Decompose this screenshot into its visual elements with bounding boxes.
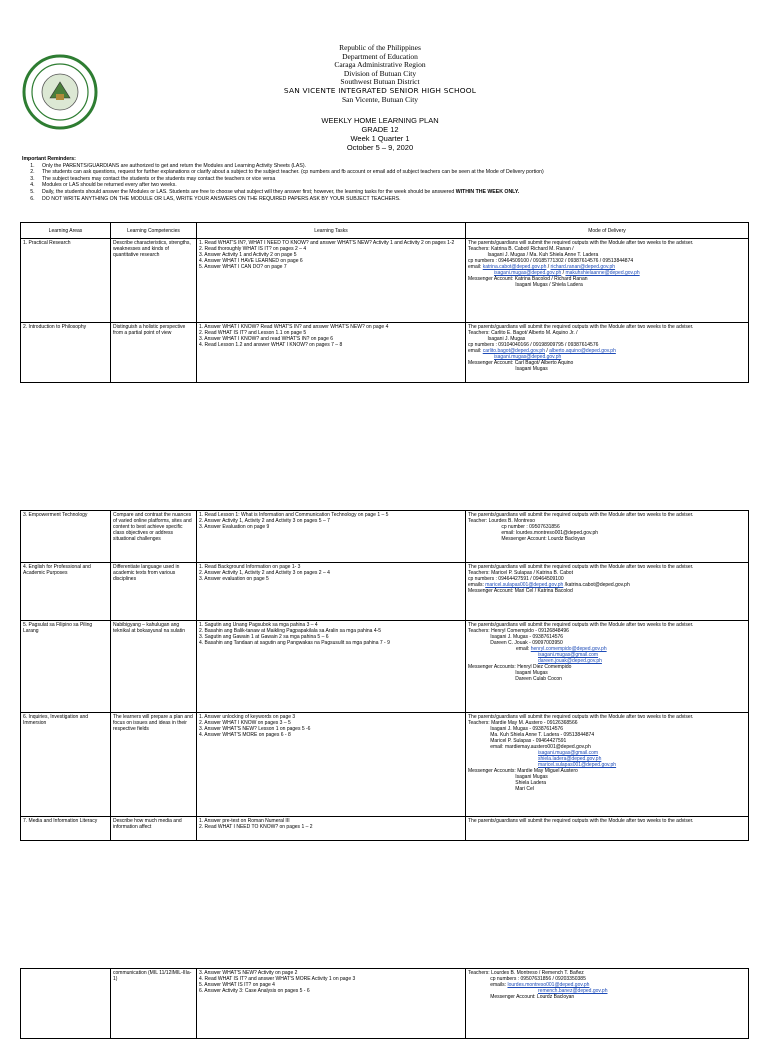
- mode-line: Teachers: Henryl Comempido - 09126848496: [468, 628, 569, 634]
- task-item: 3. Answer WHAT'S NEW? Activity on page 2: [199, 970, 298, 976]
- mode-of-delivery: [466, 239, 749, 323]
- reminder-item: 6. DO NOT WRITE ANYTHING ON THE MODULE OR LAS, WRITE YOUR ANSWERS ON THE REQUIRED PAPERS ASK BY YOUR SUBJECT TEACHERS.: [36, 196, 757, 203]
- header-address: San Vicente, Butuan City: [341, 94, 419, 104]
- email-link[interactable]: remench.banez@deped.gov.ph: [538, 988, 608, 994]
- messenger-line: Isagani Mugas: [468, 366, 548, 372]
- task-item: 2. Answer Activity 1, Activity 2 and Activity 3 on pages 5 – 7: [199, 518, 330, 524]
- messenger-line: Messenger Accounts: Mardie May Miguel Austero: [468, 768, 578, 774]
- mode-line: Dareen C. Jouak - 09097003950: [468, 640, 563, 646]
- reminder-item: 4. Modules or LAS should be returned every after two weeks.: [36, 182, 757, 189]
- task-item: 6. Answer Activity 3: Case Analysis on pages 5 - 6: [199, 988, 310, 994]
- email-link[interactable]: dareen.jouak@deped.gov.ph: [538, 658, 602, 664]
- mode-line: Teachers: Carlito E. Bagot/ Alberto M. Aquino Jr. /: [468, 330, 578, 336]
- email-link[interactable]: isagani.mugas@deped.gov.ph: [494, 270, 562, 276]
- email-link[interactable]: isagani.mugas@deped.gov.ph: [494, 354, 562, 360]
- email-line: isagani.mugas@deped.gov.ph / makuhshielaanne@deped.gov.ph: [494, 270, 640, 276]
- task-item: 3. Answer Evaluation on page 9: [199, 524, 270, 530]
- email-line: email: katrina.cabot@deped.gov.ph / richard.ranan@deped.gov.ph: [468, 264, 616, 270]
- task-item: 2. Read WHAT IS IT? and Lesson 1.1 on page 5: [199, 330, 307, 336]
- mode-of-delivery: [466, 817, 749, 841]
- mode-line: The parents/guardians will submit the required outputs with the Module after two weeks to the adviser.: [468, 714, 694, 720]
- messenger-line: Messenger Account: Katrina Bacolod / Richard Ranan: [468, 276, 588, 282]
- mode-line: Teacher: Lourdes B. Montreso: [468, 518, 535, 524]
- mode-line: Ma. Kuh Shiela Anne T. Ladera - 09513844874: [468, 732, 595, 738]
- task-item: 2. Read WHAT I NEED TO KNOW? on pages 1 – 2: [199, 824, 313, 830]
- learning-competency: Nabibigyang – kahulugan ang teknikal at bokasyunal na sulatin: [111, 621, 197, 713]
- email-link[interactable]: shiela.ladera@deped.gov.ph: [538, 756, 602, 762]
- task-item: 5. Answer WHAT IS IT? on page 4: [199, 982, 275, 988]
- mode-line: The parents/guardians will submit the required outputs with the Module after two weeks to the adviser.: [468, 240, 694, 246]
- email-label: email:: [468, 348, 482, 354]
- mode-line: The parents/guardians will submit the required outputs with the Module after two weeks to the adviser.: [468, 324, 694, 330]
- mode-line: cp numbers : 09464509100 / 09185771302 / 09387614576 / 09513844874: [468, 258, 634, 264]
- messenger-line: Dareen Culab Cocon: [468, 676, 562, 682]
- learning-tasks: [197, 817, 466, 841]
- table-row: [21, 713, 749, 817]
- mode-of-delivery: [466, 969, 749, 1039]
- task-item: 2. Answer WHAT I KNOW on pages 3 – 5: [199, 720, 291, 726]
- col-header-mode: Mode of Delivery: [466, 223, 749, 239]
- mode-line: Teachers: Mardie May M. Austero - 09126368566: [468, 720, 578, 726]
- mode-line: Teachers: Lourdes B. Montreso / Remench T. Bañez: [468, 970, 584, 976]
- plan-title: WEEKLY HOME LEARNING PLAN: [321, 116, 439, 125]
- email-link[interactable]: alberto.aquino@deped.gov.ph: [549, 348, 616, 354]
- table-row: [21, 239, 749, 323]
- task-item: 2. Basahin ang Balik-tanaw at Maikling Pagpapakilala sa Aralin sa mga pahina 4-5: [199, 628, 382, 634]
- email-label: email:: [468, 264, 482, 270]
- messenger-line: Messenger Account: Carl Bagot/ Alberto Aquino: [468, 360, 574, 366]
- task-item: 5. Answer WHAT I CAN DO? on page 7: [199, 264, 287, 270]
- table-row: [21, 511, 749, 563]
- header-school-name: SAN VICENTE INTEGRATED SENIOR HIGH SCHOOL: [283, 85, 477, 95]
- email-label: emails:: [468, 982, 507, 988]
- learning-area: 3. Empowerment Technology: [21, 511, 111, 563]
- messenger-line: Shiela Ladera: [468, 780, 547, 786]
- learning-competency: The learners will prepare a plan and focus on issues and ideas in their respective fields: [111, 713, 197, 817]
- messenger-line: Messenger Account: Lourdz Bacloyan: [468, 994, 575, 1000]
- task-item: 4. Basahin ang Tandaan at sagutin ang Pangwakas na Pagsusulit sa mga pahina 7 - 9: [199, 640, 390, 646]
- reminder-text: Daily, the students should answer the Modules or LAS. Students are free to choose what subject will they answer first; however, the learning tasks for the week should be answered: [42, 188, 455, 195]
- email-link[interactable]: carlito.bagot@deped.gov.ph: [482, 348, 545, 354]
- task-item: 3. Sagutin ang Gawain 1 at Gawain 2 sa mga pahina 5 – 6: [199, 634, 329, 640]
- mode-line: Messenger Account: Lourdz Bacloyan: [468, 536, 586, 542]
- mode-line: Isagani J. Mugas - 09387614576: [468, 634, 564, 640]
- learning-competency: Differentiate language used in academic texts from various disciplines: [111, 563, 197, 621]
- week-quarter: Week 1 Quarter 1: [350, 134, 410, 143]
- mode-of-delivery: [466, 323, 749, 383]
- header-department: Department of Education: [342, 51, 418, 61]
- mode-line: The parents/guardians will submit the required outputs with the Module after two weeks to the adviser.: [468, 818, 694, 824]
- task-item: 3. Answer evaluation on page 5: [199, 576, 269, 582]
- plan-title-block: [210, 116, 550, 152]
- task-item: 4. Answer WHAT I HAVE LEARNED on page 6: [199, 258, 303, 264]
- learning-competency: communication (MIL 11/12IMIL-IIIa-1): [111, 969, 197, 1039]
- messenger-line: Isagani Mugas: [468, 774, 548, 780]
- mode-line: email: mardiemay.austero001@deped.gov.ph: [468, 744, 591, 750]
- letterhead: [180, 44, 580, 104]
- task-item: 4. Read Lesson 1.2 and answer WHAT I KNOW? on pages 7 – 8: [199, 342, 343, 348]
- learning-plan-table-page1: [20, 222, 749, 383]
- learning-plan-table-page3: [20, 968, 749, 1039]
- task-item: 1. Answer WHAT I KNOW? Read WHAT'S IN? and answer WHAT'S NEW? on page 4: [199, 324, 389, 330]
- table-row: [21, 621, 749, 713]
- task-item: 1. Sagutin ang Unang Pagsubok sa mga pahina 3 – 4: [199, 622, 318, 628]
- mode-line: Teachers: Maricel P. Sulapas / Katrina B. Cabot: [468, 570, 573, 576]
- learning-tasks: [197, 713, 466, 817]
- task-item: 1. Answer unlocking of keywords on page 3: [199, 714, 296, 720]
- task-item: 2. Answer Activity 1, Activity 2 and Activity 3 on pages 2 – 4: [199, 570, 330, 576]
- task-item: 1. Read Background Information on page 1- 3: [199, 564, 301, 570]
- reminders-label: Important Reminders:: [22, 156, 76, 162]
- learning-tasks: [197, 511, 466, 563]
- learning-area: [21, 969, 111, 1039]
- header-division: Division of Butuan City: [343, 68, 417, 78]
- mode-line: The parents/guardians will submit the required outputs with the Module after two weeks to the adviser.: [468, 512, 694, 518]
- mode-of-delivery: [466, 621, 749, 713]
- table-row: [21, 969, 749, 1039]
- learning-tasks: [197, 969, 466, 1039]
- email-link[interactable]: richard.ranan@deped.gov.ph: [550, 264, 616, 270]
- task-item: 3. Answer WHAT I KNOW? and read WHAT'S IN? on page 6: [199, 336, 334, 342]
- mode-line: Isagani J. Mugas - 09387614576: [468, 726, 564, 732]
- email-link[interactable]: katrina.cabot@deped.gov.ph: [482, 264, 547, 270]
- task-item: 1. Read WHAT'S IN?, WHAT I NEED TO KNOW? and answer WHAT'S NEW? Activity 1 and Activity 2 on pages 1-2: [199, 240, 455, 246]
- learning-area: 2. Introduction to Philosophy: [21, 323, 111, 383]
- mode-line: Isagani J. Mugas: [468, 336, 526, 342]
- email-line: emails: maricel.sulapas001@deped.gov.ph /katrina.cabot@deped.gov.ph: [468, 582, 630, 588]
- email-label: email:: [516, 646, 530, 652]
- col-header-areas: Learning Areas: [21, 223, 111, 239]
- task-item: 3. Answer Activity 1 and Activity 2 on page 5: [199, 252, 297, 258]
- learning-tasks: [197, 563, 466, 621]
- email-text[interactable]: katrina.cabot@deped.gov.ph: [566, 582, 630, 588]
- learning-competency: Distinguish a holistic perspective from a partial point of view: [111, 323, 197, 383]
- header-region: Caraga Administrative Region: [334, 60, 426, 70]
- mode-line: Isagani J. Mugas / Ma. Kuh Shiela Anne T. Ladera: [468, 252, 599, 258]
- task-item: 1. Read Lesson 1: What is Information and Communication Technology on page 1 – 5: [199, 512, 389, 518]
- task-item: 4. Answer WHAT'S MORE on pages 6 - 8: [199, 732, 291, 738]
- email-line: email: carlito.bagot@deped.gov.ph / alberto.aquino@deped.gov.ph: [468, 348, 616, 354]
- learning-area: 4. English for Professional and Academic Purposes: [21, 563, 111, 621]
- learning-area: 1. Practical Research: [21, 239, 111, 323]
- school-seal-logo: [20, 52, 100, 132]
- email-link[interactable]: makuhshielaanne@deped.gov.ph: [565, 270, 640, 276]
- learning-tasks: [197, 323, 466, 383]
- important-reminders: [22, 156, 757, 202]
- task-item: 1. Answer pre-test on Roman Numeral III: [199, 818, 290, 824]
- mode-line: Maricel P. Sulapas - 09464427591: [468, 738, 567, 744]
- task-item: 2. Read thoroughly WHAT IS IT? on pages 2 – 4: [199, 246, 307, 252]
- task-item: 4. Read WHAT IS IT? and answer WHAT'S MORE Activity 1 on page 3: [199, 976, 356, 982]
- learning-area: 6. Inquiries, Investigation and Immersion: [21, 713, 111, 817]
- learning-tasks: [197, 621, 466, 713]
- email-link[interactable]: lourdes.montreso001@deped.gov.ph: [507, 982, 590, 988]
- mode-line: email: lourdes.montreso001@deped.gov.ph: [468, 530, 599, 536]
- col-header-tasks: Learning Tasks: [197, 223, 466, 239]
- messenger-line: Isagani Mugas / Shiela Ladera: [468, 282, 583, 288]
- learning-area: 7. Media and Information Literacy: [21, 817, 111, 841]
- mode-line: cp numbers : 09464427591 / 09464509100: [468, 576, 564, 582]
- reminder-item: 2. The students can ask questions, request for further explanations or clarify about a subject to the subject teacher. (cp numbers and fb account or email add of subject teachers can be seen at the Mode of Delivery portion): [36, 169, 757, 176]
- mode-line: The parents/guardians will submit the required outputs with the Module after two weeks to the adviser.: [468, 622, 694, 628]
- date-range: October 5 – 9, 2020: [346, 143, 414, 152]
- mode-line: cp numbers : 09104040166 / 09198909795 / 09387614576: [468, 342, 599, 348]
- mode-of-delivery: [466, 563, 749, 621]
- reminder-emphasis: WITHIN THE WEEK ONLY.: [455, 188, 520, 195]
- learning-plan-table-page2: [20, 510, 749, 841]
- messenger-line: Mari Cel: [468, 786, 534, 792]
- table-row: [21, 323, 749, 383]
- learning-competency: Describe how much media and information affect: [111, 817, 197, 841]
- header-district: Southwest Butuan District: [340, 77, 420, 87]
- table-row: [21, 563, 749, 621]
- reminder-item: 3. The subject teachers may contact the students or the students may contact the teachers or vice versa: [36, 176, 757, 183]
- learning-area: 5. Pagsulat sa Filipino sa Piling Larang: [21, 621, 111, 713]
- col-header-competencies: Learning Competencies: [111, 223, 197, 239]
- email-link[interactable]: henryl.comempido@deped.gov.ph: [530, 646, 607, 652]
- reminder-item: [36, 189, 757, 196]
- mode-line: The parents/guardians will submit the required outputs with the Module after two weeks to the adviser.: [468, 564, 694, 570]
- email-link[interactable]: isagani.mugas@gmail.com: [538, 652, 599, 658]
- task-item: 3. Answer WHAT'S NEW? Lesson 1 on pages 5 -6: [199, 726, 311, 732]
- mode-of-delivery: [466, 511, 749, 563]
- email-label: emails:: [468, 582, 484, 588]
- messenger-line: Messenger Accounts: Henryl Diez Comempido: [468, 664, 572, 670]
- mode-line: cp number : 09507631856: [468, 524, 560, 530]
- learning-competency: Compare and contrast the nuances of varied online platforms, sites and content to best achieve specific class objectives or address situational challenges: [111, 511, 197, 563]
- email-link[interactable]: maricel.sulapas001@deped.gov.ph: [538, 762, 617, 768]
- messenger-line: Isagani Mugas: [468, 670, 548, 676]
- email-link[interactable]: maricel.sulapas001@deped.gov.ph: [485, 582, 564, 588]
- reminder-item: 1. Only the PARENTS/GUARDIANS are authorized to get and return the Modules and Learning Activity Sheets (LAS).: [36, 163, 757, 170]
- header-republic: Republic of the Philippines: [339, 43, 421, 52]
- email-link[interactable]: isagani.mugas@gmail.com: [538, 750, 599, 756]
- mode-line: cp numbers : 09507631856 / 09203350385: [468, 976, 586, 982]
- mode-line: Teachers: Katrina B. Cabot/ Richard M. Ranan /: [468, 246, 574, 252]
- messenger-line: Messenger Account: Mari Cel / Katrina Bacolod: [468, 588, 573, 594]
- table-row: [21, 817, 749, 841]
- learning-competency: Describe characteristics, strengths, weaknesses and kinds of quantitative research: [111, 239, 197, 323]
- learning-tasks: [197, 239, 466, 323]
- grade-level: GRADE 12: [361, 125, 399, 134]
- mode-of-delivery: [466, 713, 749, 817]
